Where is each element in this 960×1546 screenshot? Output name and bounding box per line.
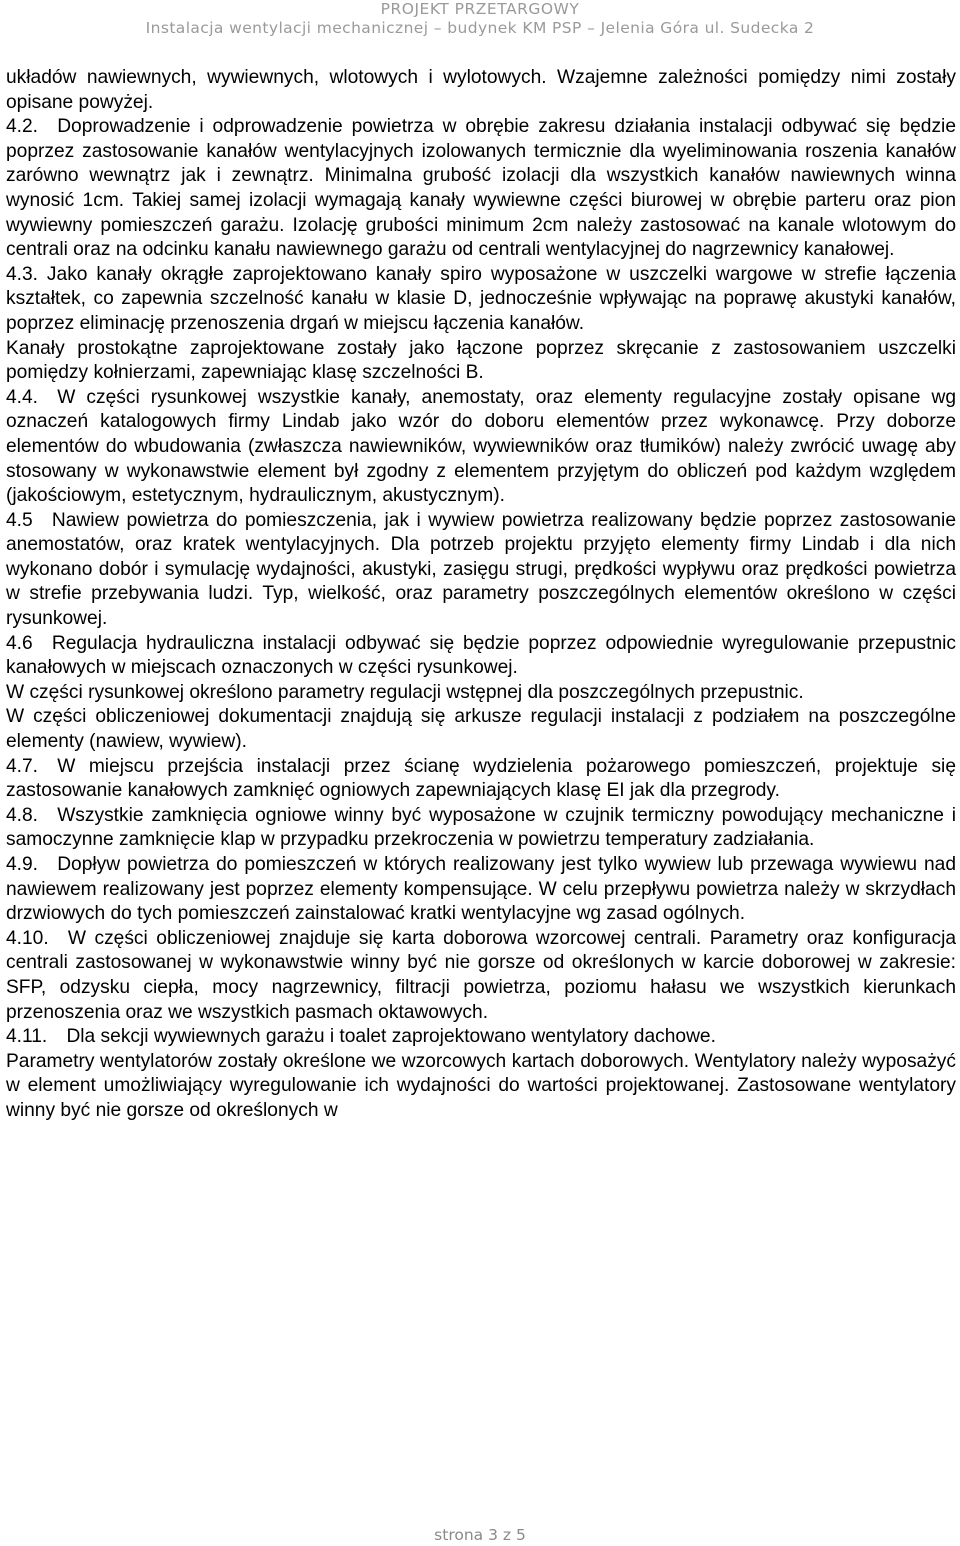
paragraph: 4.6 Regulacja hydrauliczna instalacji odbywać się będzie poprzez odpowiednie wyregulowanie przepustnic kanałowych w miejscach oznaczonych w części rysunkowej. bbox=[6, 632, 956, 679]
paragraph: 4.11. Dla sekcji wywiewnych garażu i toalet zaprojektowano wentylatory dachowe. bbox=[6, 1026, 716, 1048]
document-body bbox=[6, 66, 956, 1124]
header-project-title: PROJEKT PRZETARGOWY bbox=[380, 0, 580, 18]
paragraph: W części rysunkowej określono parametry regulacji wstępnej dla poszczególnych przepustnic. bbox=[6, 681, 804, 703]
paragraph: 4.10. W części obliczeniowej znajduje się karta doborowa wzorcowej centrali. Parametry oraz konfiguracja centrali zastosowanej w wykonawstwie winny być nie gorsze od określonych w karcie doborowej w zakresie: SFP, odzysku ciepła, mocy nagrzewnicy, filtracji powietrza, poziomu hałasu we wszystkich kierunkach przenoszenia oraz we wszystkich pasmach oktawowych. bbox=[6, 927, 956, 1023]
paragraph: 4.4. W części rysunkowej wszystkie kanały, anemostaty, oraz elementy regulacyjne zostały opisane wg oznaczeń katalogowych firmy Lindab jako wzór do doboru elementów przez wykonawcę. Przy doborze elementów do wbudowania (zwłaszcza nawiewników, wywiewników oraz tłumików) należy zwrócić uwagę aby stosowany w wykonawstwie element był zgodny z elementem przyjętym do obliczeń pod każdym względem (jakościowym, estetycznym, hydraulicznym, akustycznym). bbox=[6, 386, 956, 507]
paragraph: 4.5 Nawiew powietrza do pomieszczenia, jak i wywiew powietrza realizowany będzie poprzez zastosowanie anemostatów, oraz kratek wentylacyjnych. Dla potrzeb projektu przyjęto elementy firmy Lindab i dla nich wykonano dobór i symulację wydajności, akustyki, zasięgu strugi, prędkości wypływu oraz prędkości powietrza w strefie przebywania ludzi. Typ, wielkość, oraz parametry poszczególnych elementów określono w części rysunkowej. bbox=[6, 509, 956, 630]
paragraph: Parametry wentylatorów zostały określone we wzorcowych kartach doborowych. Wentylatory należy wyposażyć w element umożliwiający wyregulowanie ich wydajności do wartości projektowanej. Zastosowane wentylatory winny być nie gorsze od określonych w bbox=[6, 1050, 956, 1121]
paragraph: W części obliczeniowej dokumentacji znajdują się arkusze regulacji instalacji z podziałem na poszczególne elementy (nawiew, wywiew). bbox=[6, 706, 956, 753]
page-number: strona 3 z 5 bbox=[434, 1526, 526, 1544]
paragraph: 4.3. Jako kanały okrągłe zaprojektowano kanały spiro wyposażone w uszczelki wargowe w strefie łączenia kształtek, co zapewnia szczelność kanału w klasie D, jednocześnie wpływając na poprawę akustyki kanałów, poprzez eliminację przenoszenia drgań w miejscu łączenia kanałów. bbox=[6, 263, 956, 334]
header-project-subtitle: Instalacja wentylacji mechanicznej – budynek KM PSP – Jelenia Góra ul. Sudecka 2 bbox=[145, 19, 815, 37]
paragraph: 4.8. Wszystkie zamknięcia ogniowe winny być wyposażone w czujnik termiczny powodujący mechaniczne i samoczynne zamknięcie klap w przypadku przekroczenia w powietrzu temperatury zadziałania. bbox=[6, 804, 956, 851]
paragraph: układów nawiewnych, wywiewnych, wlotowych i wylotowych. Wzajemne zależności pomiędzy nimi zostały opisane powyżej. bbox=[6, 67, 956, 113]
paragraph: 4.7. W miejscu przejścia instalacji przez ścianę wydzielenia pożarowego pomieszczeń, projektuje się zastosowanie kanałowych zamknięć ogniowych zapewniających klasę EI jak dla przegrody. bbox=[6, 755, 956, 802]
paragraph: 4.2. Doprowadzenie i odprowadzenie powietrza w obrębie zakresu działania instalacji odbywać się będzie poprzez zastosowanie kanałów wentylacyjnych izolowanych termicznie dla wyeliminowania roszenia kanałów zarówno wewnątrz jak i zewnątrz. Minimalna grubość izolacji dla wszystkich kanałów nawiewnych winna wynosić 1cm. Takiej samej izolacji wymagają kanały wywiewne części biurowej w obrębie parteru oraz pion wywiewny pomieszczeń garażu. Izolację grubości minimum 2cm należy zastosować na kanale wlotowym do centrali oraz na odcinku kanału nawiewnego garażu od centrali wentylacyjnej do nagrzewnicy kanałowej. bbox=[6, 116, 956, 261]
page-header bbox=[0, 0, 960, 38]
page-footer bbox=[0, 1526, 960, 1544]
paragraph: 4.9. Dopływ powietrza do pomieszczeń w których realizowany jest tylko wywiew lub przewaga wywiewu nad nawiewem realizowany jest poprzez elementy kompensujące. W celu przepływu powietrza należy w skrzydłach drzwiowych do tych pomieszczeń zainstalować kratki wentylacyjne wg zasad ogólnych. bbox=[6, 854, 956, 925]
paragraph: Kanały prostokątne zaprojektowane zostały jako łączone poprzez skręcanie z zastosowaniem uszczelki pomiędzy kołnierzami, zapewniając klasę szczelności B. bbox=[6, 337, 956, 384]
